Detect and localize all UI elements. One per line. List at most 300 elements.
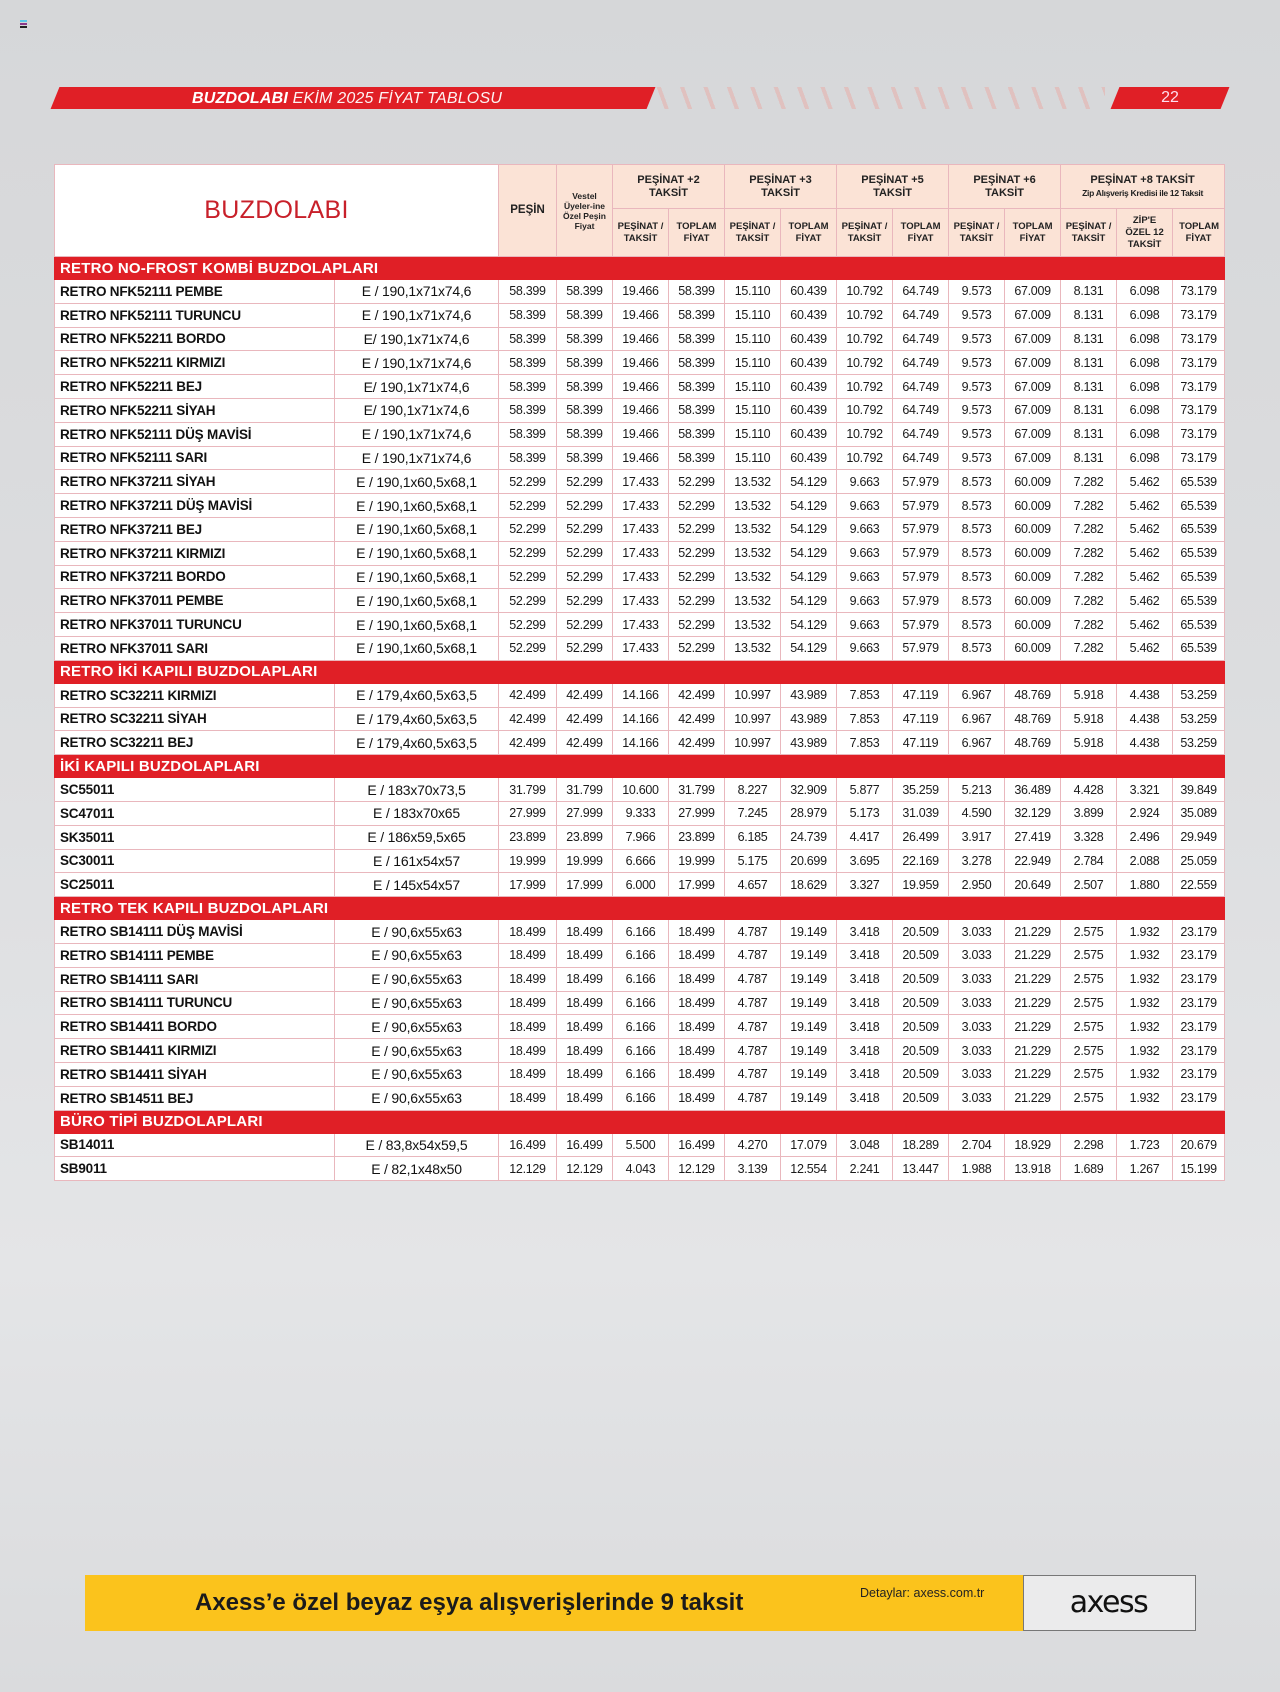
price-cell: 53.259 — [1173, 707, 1225, 731]
price-cell: 7.282 — [1061, 517, 1117, 541]
price-cell: 65.539 — [1173, 494, 1225, 518]
price-cell: 3.418 — [837, 1039, 893, 1063]
model-name: RETRO SC32211 BEJ — [55, 731, 335, 755]
price-cell: 17.433 — [613, 494, 669, 518]
price-cell: 9.333 — [613, 801, 669, 825]
price-cell: 7.282 — [1061, 589, 1117, 613]
price-cell: 7.853 — [837, 683, 893, 707]
price-cell: 8.573 — [949, 517, 1005, 541]
price-cell: 60.009 — [1005, 589, 1061, 613]
price-cell: 19.466 — [613, 422, 669, 446]
price-cell: 65.539 — [1173, 613, 1225, 637]
price-cell: 17.433 — [613, 517, 669, 541]
price-cell: 18.499 — [557, 1039, 613, 1063]
price-cell: 3.321 — [1117, 778, 1173, 802]
price-cell: 58.399 — [499, 327, 557, 351]
price-cell: 10.997 — [725, 683, 781, 707]
price-cell: 58.399 — [499, 398, 557, 422]
price-cell: 52.299 — [669, 494, 725, 518]
price-cell: 60.009 — [1005, 636, 1061, 660]
price-cell: 73.179 — [1173, 446, 1225, 470]
model-name: RETRO NFK37011 SARI — [55, 636, 335, 660]
price-cell: 58.399 — [669, 422, 725, 446]
price-cell: 3.033 — [949, 1086, 1005, 1110]
print-registration-mark — [20, 20, 27, 28]
model-name: RETRO NFK52111 SARI — [55, 446, 335, 470]
price-cell: 52.299 — [669, 517, 725, 541]
price-cell: 58.399 — [499, 303, 557, 327]
price-cell: 42.499 — [499, 683, 557, 707]
price-cell: 8.573 — [949, 613, 1005, 637]
price-cell: 23.899 — [557, 825, 613, 849]
section-title: RETRO İKİ KAPILI BUZDOLAPLARI — [55, 660, 1225, 683]
header-group-6: PEŞİNAT +6 TAKSİT — [949, 165, 1061, 209]
price-cell: 3.033 — [949, 991, 1005, 1015]
price-cell: 12.129 — [557, 1157, 613, 1181]
price-cell: 23.179 — [1173, 1062, 1225, 1086]
price-cell: 18.499 — [669, 1062, 725, 1086]
price-cell: 18.499 — [499, 1086, 557, 1110]
price-cell: 23.179 — [1173, 1039, 1225, 1063]
table-row — [55, 446, 1225, 470]
table-row — [55, 707, 1225, 731]
price-cell: 67.009 — [1005, 375, 1061, 399]
section-title: İKİ KAPILI BUZDOLAPLARI — [55, 755, 1225, 778]
energy-dimensions: E / 90,6x55x63 — [335, 1039, 499, 1063]
price-cell: 19.959 — [893, 873, 949, 897]
model-name: SB14011 — [55, 1133, 335, 1157]
table-row — [55, 375, 1225, 399]
price-cell: 3.917 — [949, 825, 1005, 849]
price-cell: 2.575 — [1061, 1062, 1117, 1086]
promo-detail-link[interactable]: Detaylar: axess.com.tr — [860, 1586, 985, 1600]
price-cell: 18.499 — [669, 1039, 725, 1063]
price-cell: 36.489 — [1005, 778, 1061, 802]
decorative-stripes — [655, 87, 1105, 109]
price-cell: 9.663 — [837, 517, 893, 541]
table-row — [55, 825, 1225, 849]
promo-text: Axess’e özel beyaz eşya alışverişlerinde 9 taksit — [195, 1589, 744, 1616]
model-name: RETRO SB14111 PEMBE — [55, 943, 335, 967]
price-cell: 6.967 — [949, 707, 1005, 731]
price-cell: 2.575 — [1061, 920, 1117, 944]
price-cell: 23.899 — [499, 825, 557, 849]
section-header-row — [55, 897, 1225, 920]
price-cell: 31.799 — [499, 778, 557, 802]
table-row — [55, 636, 1225, 660]
price-cell: 67.009 — [1005, 303, 1061, 327]
price-cell: 18.499 — [669, 1015, 725, 1039]
energy-dimensions: E / 179,4x60,5x63,5 — [335, 707, 499, 731]
price-cell: 8.573 — [949, 565, 1005, 589]
table-row — [55, 303, 1225, 327]
price-cell: 22.949 — [1005, 849, 1061, 873]
table-row — [55, 280, 1225, 304]
price-cell: 8.573 — [949, 470, 1005, 494]
price-cell: 58.399 — [669, 303, 725, 327]
price-cell: 52.299 — [669, 636, 725, 660]
price-table — [54, 164, 1224, 1181]
price-cell: 3.033 — [949, 920, 1005, 944]
price-cell: 22.169 — [893, 849, 949, 873]
price-cell: 4.787 — [725, 1015, 781, 1039]
price-cell: 3.033 — [949, 967, 1005, 991]
price-cell: 21.229 — [1005, 920, 1061, 944]
energy-dimensions: E / 179,4x60,5x63,5 — [335, 683, 499, 707]
price-cell: 5.462 — [1117, 494, 1173, 518]
price-cell: 60.009 — [1005, 541, 1061, 565]
energy-dimensions: E / 90,6x55x63 — [335, 920, 499, 944]
price-cell: 54.129 — [781, 636, 837, 660]
price-cell: 13.532 — [725, 589, 781, 613]
energy-dimensions: E / 83,8x54x59,5 — [335, 1133, 499, 1157]
header-zip-12-taksit: ZİP'E ÖZEL 12 TAKSİT — [1117, 209, 1173, 257]
price-cell: 20.509 — [893, 1062, 949, 1086]
table-row — [55, 778, 1225, 802]
table-row — [55, 943, 1225, 967]
price-cell: 27.419 — [1005, 825, 1061, 849]
table-row — [55, 589, 1225, 613]
price-cell: 58.399 — [669, 375, 725, 399]
price-cell: 19.149 — [781, 991, 837, 1015]
price-cell: 64.749 — [893, 351, 949, 375]
price-cell: 13.532 — [725, 565, 781, 589]
price-cell: 6.098 — [1117, 303, 1173, 327]
price-cell: 73.179 — [1173, 398, 1225, 422]
energy-dimensions: E / 90,6x55x63 — [335, 1086, 499, 1110]
price-cell: 67.009 — [1005, 422, 1061, 446]
header-toplam-fiyat: TOPLAM FİYAT — [669, 209, 725, 257]
price-cell: 24.739 — [781, 825, 837, 849]
price-cell: 52.299 — [669, 541, 725, 565]
price-cell: 21.229 — [1005, 991, 1061, 1015]
price-cell: 73.179 — [1173, 375, 1225, 399]
price-cell: 9.573 — [949, 327, 1005, 351]
model-name: RETRO NFK37211 SİYAH — [55, 470, 335, 494]
price-cell: 42.499 — [499, 707, 557, 731]
price-cell: 15.110 — [725, 422, 781, 446]
price-cell: 3.033 — [949, 1062, 1005, 1086]
energy-dimensions: E / 82,1x48x50 — [335, 1157, 499, 1181]
price-cell: 1.932 — [1117, 1039, 1173, 1063]
price-cell: 1.723 — [1117, 1133, 1173, 1157]
price-cell: 19.149 — [781, 967, 837, 991]
price-cell: 4.270 — [725, 1133, 781, 1157]
price-cell: 18.629 — [781, 873, 837, 897]
price-cell: 1.267 — [1117, 1157, 1173, 1181]
header-pesinat-taksit: PEŞİNAT / TAKSİT — [613, 209, 669, 257]
price-cell: 65.539 — [1173, 565, 1225, 589]
price-cell: 5.462 — [1117, 541, 1173, 565]
price-cell: 18.499 — [557, 1086, 613, 1110]
price-cell: 60.009 — [1005, 565, 1061, 589]
header-pesinat-taksit: PEŞİNAT / TAKSİT — [1061, 209, 1117, 257]
header-toplam-fiyat: TOPLAM FİYAT — [1173, 209, 1225, 257]
price-cell: 65.539 — [1173, 517, 1225, 541]
model-name: RETRO SB14111 TURUNCU — [55, 991, 335, 1015]
price-cell: 54.129 — [781, 517, 837, 541]
price-cell: 10.997 — [725, 731, 781, 755]
price-cell: 52.299 — [499, 470, 557, 494]
price-cell: 12.129 — [499, 1157, 557, 1181]
price-cell: 2.704 — [949, 1133, 1005, 1157]
price-cell: 4.428 — [1061, 778, 1117, 802]
model-name: SC25011 — [55, 873, 335, 897]
price-cell: 20.509 — [893, 991, 949, 1015]
price-cell: 5.462 — [1117, 517, 1173, 541]
price-cell: 27.999 — [669, 801, 725, 825]
price-cell: 2.496 — [1117, 825, 1173, 849]
price-cell: 18.499 — [499, 943, 557, 967]
price-cell: 23.899 — [669, 825, 725, 849]
price-cell: 3.418 — [837, 1062, 893, 1086]
price-cell: 9.573 — [949, 375, 1005, 399]
price-cell: 47.119 — [893, 707, 949, 731]
table-row — [55, 873, 1225, 897]
model-name: RETRO NFK37011 TURUNCU — [55, 613, 335, 637]
price-cell: 60.439 — [781, 422, 837, 446]
price-cell: 7.282 — [1061, 494, 1117, 518]
price-cell: 10.600 — [613, 778, 669, 802]
price-cell: 2.298 — [1061, 1133, 1117, 1157]
price-cell: 58.399 — [499, 375, 557, 399]
price-cell: 17.433 — [613, 613, 669, 637]
price-cell: 10.792 — [837, 303, 893, 327]
price-cell: 20.509 — [893, 1086, 949, 1110]
price-cell: 1.932 — [1117, 943, 1173, 967]
price-cell: 58.399 — [557, 280, 613, 304]
price-cell: 67.009 — [1005, 446, 1061, 470]
model-name: SK35011 — [55, 825, 335, 849]
price-cell: 17.433 — [613, 470, 669, 494]
price-cell: 21.229 — [1005, 1062, 1061, 1086]
price-cell: 7.282 — [1061, 565, 1117, 589]
price-cell: 22.559 — [1173, 873, 1225, 897]
price-cell: 23.179 — [1173, 967, 1225, 991]
price-cell: 5.918 — [1061, 731, 1117, 755]
energy-dimensions: E / 190,1x60,5x68,1 — [335, 565, 499, 589]
price-cell: 58.399 — [557, 327, 613, 351]
price-cell: 73.179 — [1173, 327, 1225, 351]
model-name: RETRO SC32211 KIRMIZI — [55, 683, 335, 707]
price-cell: 42.499 — [669, 731, 725, 755]
price-cell: 58.399 — [669, 398, 725, 422]
price-cell: 20.699 — [781, 849, 837, 873]
price-cell: 9.573 — [949, 398, 1005, 422]
price-cell: 10.792 — [837, 327, 893, 351]
price-cell: 60.439 — [781, 446, 837, 470]
price-cell: 52.299 — [557, 589, 613, 613]
price-cell: 18.499 — [499, 967, 557, 991]
price-cell: 2.575 — [1061, 943, 1117, 967]
price-cell: 15.110 — [725, 351, 781, 375]
price-cell: 19.466 — [613, 351, 669, 375]
price-cell: 2.950 — [949, 873, 1005, 897]
header-vestel-price: Vestel Üyeler-ine Özel Peşin Fiyat — [557, 165, 613, 257]
table-row — [55, 801, 1225, 825]
price-cell: 57.979 — [893, 517, 949, 541]
price-cell: 42.499 — [669, 683, 725, 707]
page-title-bold: BUZDOLABI — [192, 90, 289, 107]
price-cell: 16.499 — [669, 1133, 725, 1157]
price-cell: 16.499 — [499, 1133, 557, 1157]
price-cell: 23.179 — [1173, 920, 1225, 944]
price-cell: 64.749 — [893, 422, 949, 446]
price-cell: 65.539 — [1173, 470, 1225, 494]
price-cell: 52.299 — [499, 541, 557, 565]
price-cell: 6.098 — [1117, 351, 1173, 375]
price-cell: 21.229 — [1005, 943, 1061, 967]
price-cell: 8.227 — [725, 778, 781, 802]
section-header-row — [55, 660, 1225, 683]
price-cell: 54.129 — [781, 494, 837, 518]
price-cell: 13.447 — [893, 1157, 949, 1181]
price-cell: 13.532 — [725, 541, 781, 565]
price-cell: 57.979 — [893, 636, 949, 660]
price-cell: 18.499 — [499, 1062, 557, 1086]
price-cell: 58.399 — [669, 327, 725, 351]
price-cell: 54.129 — [781, 613, 837, 637]
energy-dimensions: E / 186x59,5x65 — [335, 825, 499, 849]
model-name: RETRO SB14411 BORDO — [55, 1015, 335, 1039]
price-cell: 19.149 — [781, 1062, 837, 1086]
price-cell: 2.575 — [1061, 1039, 1117, 1063]
table-row — [55, 1133, 1225, 1157]
price-cell: 52.299 — [499, 636, 557, 660]
price-cell: 8.131 — [1061, 303, 1117, 327]
price-cell: 5.500 — [613, 1133, 669, 1157]
price-cell: 58.399 — [499, 446, 557, 470]
price-cell: 42.499 — [557, 683, 613, 707]
energy-dimensions: E/ 190,1x71x74,6 — [335, 327, 499, 351]
price-cell: 39.849 — [1173, 778, 1225, 802]
energy-dimensions: E / 179,4x60,5x63,5 — [335, 731, 499, 755]
price-cell: 48.769 — [1005, 707, 1061, 731]
price-cell: 42.499 — [669, 707, 725, 731]
price-cell: 67.009 — [1005, 327, 1061, 351]
energy-dimensions: E / 90,6x55x63 — [335, 943, 499, 967]
price-cell: 23.179 — [1173, 991, 1225, 1015]
price-cell: 19.149 — [781, 920, 837, 944]
price-cell: 9.663 — [837, 494, 893, 518]
price-cell: 18.289 — [893, 1133, 949, 1157]
price-cell: 4.417 — [837, 825, 893, 849]
price-cell: 15.110 — [725, 375, 781, 399]
price-cell: 8.131 — [1061, 327, 1117, 351]
price-cell: 1.932 — [1117, 967, 1173, 991]
price-cell: 58.399 — [557, 446, 613, 470]
price-cell: 20.509 — [893, 1015, 949, 1039]
price-cell: 52.299 — [669, 589, 725, 613]
price-cell: 3.899 — [1061, 801, 1117, 825]
price-cell: 52.299 — [499, 613, 557, 637]
price-cell: 3.418 — [837, 967, 893, 991]
table-row — [55, 327, 1225, 351]
price-cell: 57.979 — [893, 613, 949, 637]
price-cell: 1.932 — [1117, 1062, 1173, 1086]
price-cell: 2.575 — [1061, 1015, 1117, 1039]
price-cell: 13.532 — [725, 613, 781, 637]
price-cell: 9.573 — [949, 351, 1005, 375]
price-cell: 73.179 — [1173, 422, 1225, 446]
price-cell: 9.573 — [949, 422, 1005, 446]
table-row — [55, 967, 1225, 991]
price-cell: 7.245 — [725, 801, 781, 825]
price-cell: 3.048 — [837, 1133, 893, 1157]
price-cell: 15.110 — [725, 398, 781, 422]
header-pesin: PEŞİN — [499, 165, 557, 257]
model-name: RETRO SC32211 SİYAH — [55, 707, 335, 731]
table-body — [55, 257, 1225, 1181]
price-cell: 6.185 — [725, 825, 781, 849]
price-cell: 10.792 — [837, 375, 893, 399]
energy-dimensions: E / 145x54x57 — [335, 873, 499, 897]
price-cell: 7.282 — [1061, 613, 1117, 637]
price-cell: 15.199 — [1173, 1157, 1225, 1181]
price-cell: 48.769 — [1005, 731, 1061, 755]
price-cell: 8.131 — [1061, 351, 1117, 375]
price-cell: 18.499 — [557, 967, 613, 991]
price-cell: 32.909 — [781, 778, 837, 802]
price-cell: 18.499 — [499, 1039, 557, 1063]
price-cell: 3.328 — [1061, 825, 1117, 849]
price-cell: 7.282 — [1061, 541, 1117, 565]
price-cell: 18.499 — [669, 1086, 725, 1110]
model-name: RETRO NFK37211 BEJ — [55, 517, 335, 541]
price-cell: 52.299 — [557, 613, 613, 637]
price-cell: 47.119 — [893, 731, 949, 755]
table-row — [55, 565, 1225, 589]
table-row — [55, 683, 1225, 707]
model-name: RETRO NFK52211 KIRMIZI — [55, 351, 335, 375]
price-cell: 60.439 — [781, 327, 837, 351]
price-cell: 73.179 — [1173, 303, 1225, 327]
price-cell: 42.499 — [557, 707, 613, 731]
model-name: RETRO SB14111 DÜŞ MAVİSİ — [55, 920, 335, 944]
table-row — [55, 1157, 1225, 1181]
section-title: RETRO NO-FROST KOMBİ BUZDOLAPLARI — [55, 257, 1225, 280]
header-pesinat-taksit: PEŞİNAT / TAKSİT — [725, 209, 781, 257]
price-cell: 67.009 — [1005, 280, 1061, 304]
price-cell: 8.131 — [1061, 398, 1117, 422]
price-cell: 6.967 — [949, 683, 1005, 707]
price-cell: 53.259 — [1173, 731, 1225, 755]
price-cell: 9.663 — [837, 613, 893, 637]
header-group-8-title: PEŞİNAT +8 TAKSİT — [1090, 173, 1195, 186]
price-cell: 57.979 — [893, 494, 949, 518]
price-cell: 7.853 — [837, 731, 893, 755]
price-cell: 17.999 — [557, 873, 613, 897]
price-cell: 52.299 — [557, 636, 613, 660]
model-name: RETRO SB14111 SARI — [55, 967, 335, 991]
price-cell: 2.924 — [1117, 801, 1173, 825]
model-name: RETRO NFK52211 BORDO — [55, 327, 335, 351]
price-cell: 31.039 — [893, 801, 949, 825]
price-cell: 54.129 — [781, 565, 837, 589]
price-cell: 13.532 — [725, 494, 781, 518]
price-cell: 7.282 — [1061, 636, 1117, 660]
table-row — [55, 991, 1225, 1015]
energy-dimensions: E / 90,6x55x63 — [335, 1062, 499, 1086]
price-cell: 18.499 — [499, 991, 557, 1015]
price-cell: 13.532 — [725, 636, 781, 660]
price-cell: 16.499 — [557, 1133, 613, 1157]
price-cell: 9.573 — [949, 303, 1005, 327]
price-cell: 5.462 — [1117, 636, 1173, 660]
price-cell: 52.299 — [499, 517, 557, 541]
price-cell: 64.749 — [893, 446, 949, 470]
price-cell: 6.000 — [613, 873, 669, 897]
